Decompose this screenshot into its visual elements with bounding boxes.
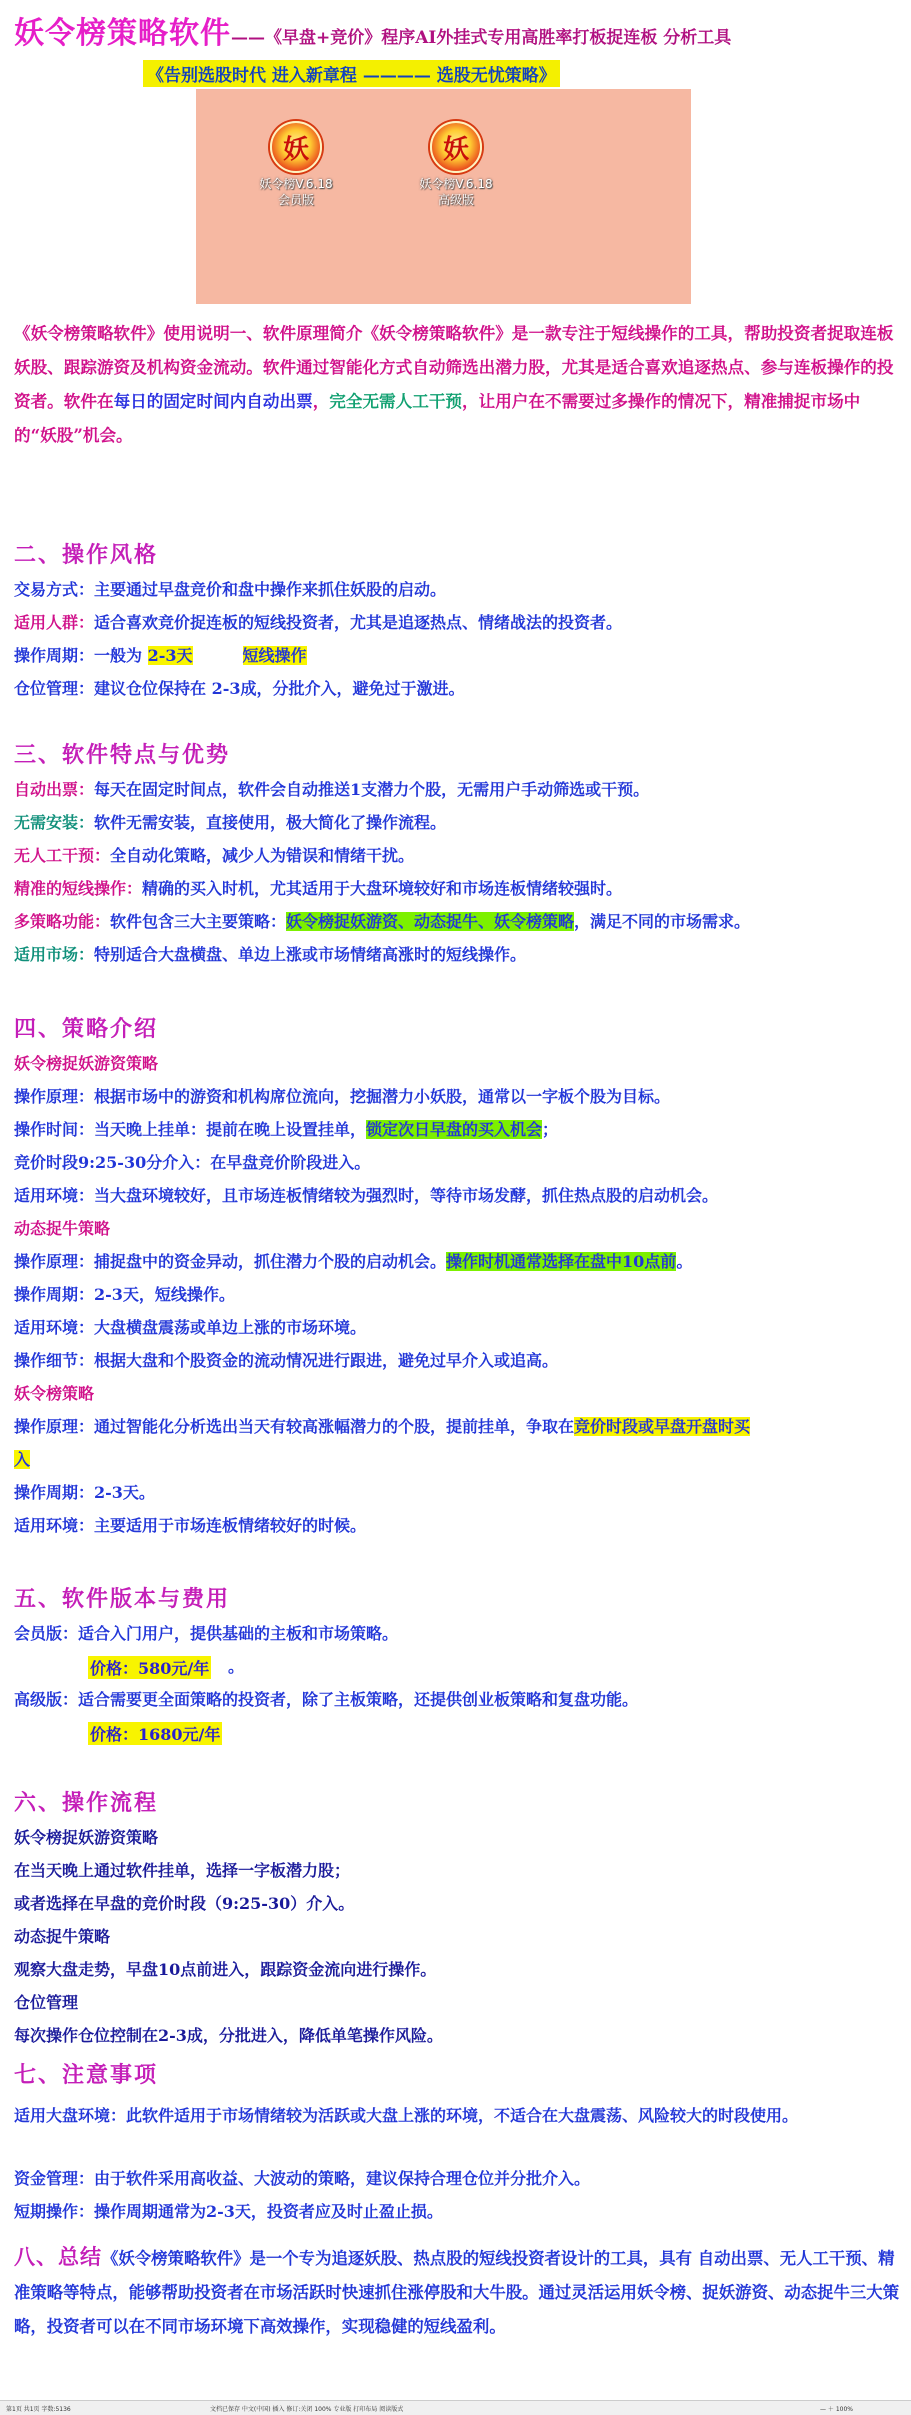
row-text: 捕捉盘中的资金异动，抓住潜力个股的启动机会。 <box>94 1252 447 1271</box>
s3-row <box>14 845 900 867</box>
s4-row <box>14 1317 900 1339</box>
strategy-name: 妖令榜捉妖游资策略 <box>14 1054 159 1073</box>
highlight-period: 2-3天 <box>147 646 193 665</box>
section-heading-3: 三、软件特点与优势 <box>14 742 231 768</box>
shortcut-label-line1: 妖令榜V.6.18 <box>419 177 493 191</box>
section-heading-2: 二、操作风格 <box>14 542 159 568</box>
flow-line: 妖令榜捉妖游资策略 <box>14 1828 159 1847</box>
row-label: 精准的短线操作： <box>14 879 143 898</box>
row-text: 当大盘环境较好，且市场连板情绪较为强烈时，等待市场发酵，抓住热点股的启动机会。 <box>94 1186 719 1205</box>
section-heading-5: 五、软件版本与费用 <box>14 1586 231 1612</box>
row-text: 适合入门用户，提供基础的主板和市场策略。 <box>78 1624 399 1643</box>
intro-highlight-auto: 每日的固定时间内自动出票 <box>113 391 313 411</box>
highlight-auction: 竞价时段或早盘开盘时买 <box>574 1417 751 1436</box>
highlight-shortline: 短线操作 <box>242 646 307 665</box>
s4-row <box>14 1416 900 1438</box>
intro-paragraph <box>14 316 900 452</box>
strategy-name: 妖令榜策略 <box>14 1384 95 1403</box>
slogan-banner: 《告别选股时代 进入新章程 ———— 选股无忧策略》 <box>143 60 560 87</box>
row-text: 精确的买入时机，尤其适用于大盘环境较好和市场连板情绪较强时。 <box>142 879 623 898</box>
row-text: 一般为 <box>94 646 143 665</box>
row-label: 高级版： <box>14 1690 79 1709</box>
price-text: 价格：580元/年 <box>90 1659 210 1678</box>
row-text: 软件无需安装，直接使用，极大简化了操作流程。 <box>94 813 447 832</box>
row-label: 操作细节： <box>14 1351 95 1370</box>
row-label: 操作原理： <box>14 1417 95 1436</box>
shortcut-label-line2: 会员版 <box>277 193 314 207</box>
s3-row <box>14 944 900 966</box>
section-heading-8: 八、总结 <box>14 2244 102 2269</box>
row-text-tail: ，满足不同的市场需求。 <box>574 912 751 931</box>
row-text: 2-3天。 <box>94 1483 155 1502</box>
row-text: 适合喜欢竞价捉连板的短线投资者，尤其是追逐热点、情绪战法的投资者。 <box>94 613 623 632</box>
flow-line: 每次操作仓位控制在2-3成，分批进入，降低单笔操作风险。 <box>14 2026 443 2045</box>
version-member <box>14 1623 900 1645</box>
zoom-control[interactable]: — ＋ 100% <box>820 2406 853 2413</box>
s4-row <box>14 1152 900 1174</box>
flow-line: 仓位管理 <box>14 1993 79 2012</box>
row-label: 适用人群： <box>14 613 95 632</box>
row-text-tail: ； <box>542 1120 559 1139</box>
row-label: 无需安装： <box>14 813 95 832</box>
title-subtitle: ——《早盘+竞价》程序AI外挂式专用高胜率打板捉连板 分析工具 <box>231 28 732 48</box>
app-shortcut-member[interactable] <box>241 121 351 208</box>
row-label: 操作原理： <box>14 1252 95 1271</box>
status-bar <box>0 2400 911 2415</box>
row-text: 主要适用于市场连板情绪较好的时候。 <box>94 1516 367 1535</box>
intro-text-end: ，让用户在不需要过多操作的情况下，精准捕捉市场中的“妖股”机会。 <box>14 391 861 445</box>
row-text: 竞价时段9:25-30分介入：在早盘竞价阶段进入。 <box>14 1153 371 1172</box>
s3-row <box>14 812 900 834</box>
s4-row <box>14 1185 900 1207</box>
row-text: 大盘横盘震荡或单边上涨的市场环境。 <box>94 1318 367 1337</box>
note-row <box>14 2201 900 2223</box>
row-label: 操作周期： <box>14 1285 95 1304</box>
note-row <box>14 2099 900 2132</box>
intro-comma: ， <box>312 391 330 411</box>
row-label: 资金管理： <box>14 2169 95 2188</box>
s4-row <box>14 1119 900 1141</box>
row-text: 全自动化策略，减少人为错误和情绪干扰。 <box>110 846 415 865</box>
row-text-tail: 。 <box>676 1252 693 1271</box>
section-heading-4: 四、策略介绍 <box>14 1016 159 1042</box>
document-title <box>14 8 731 52</box>
row-text: 通过智能化分析选出当天有较高涨幅潜力的个股，提前挂单，争取在 <box>94 1417 575 1436</box>
s3-row <box>14 878 900 900</box>
yao-logo-icon: 妖 <box>270 121 322 173</box>
row-label: 适用环境： <box>14 1318 95 1337</box>
status-doc-info: 文档已保存 中文(中国) 插入 修订:关闭 100% 专业版 打印布局 阅读版式 <box>210 2406 404 2413</box>
note-row <box>14 2168 900 2190</box>
s3-row <box>14 911 900 933</box>
row-text: 主要通过早盘竞价和盘中操作来抓住妖股的启动。 <box>94 580 447 599</box>
shortcut-label-line1: 妖令榜V.6.18 <box>259 177 333 191</box>
row-label: 会员版： <box>14 1624 79 1643</box>
yao-logo-icon: 妖 <box>430 121 482 173</box>
row-text: 操作周期通常为2-3天，投资者应及时止盈止损。 <box>94 2202 443 2221</box>
row-text: 软件包含三大主要策略： <box>110 912 287 931</box>
intro-text: 《妖令榜策略软件》使用说明一、软件原理简介《妖令榜策略软件》是一款专注于短线操作的工具，帮助投资者捉取连板妖股、跟踪游资及机构资金流动。软件通过智能化方式自动筛选出潜力股，尤其是适合喜欢追逐热点、参与连板操作的投资者。软件在 <box>14 323 894 411</box>
desktop-screenshot <box>196 89 691 304</box>
app-shortcut-senior[interactable] <box>401 121 511 208</box>
section-heading-7: 七、注意事项 <box>14 2062 159 2088</box>
flow-line: 观察大盘走势，早盘10点前进入，跟踪资金流向进行操作。 <box>14 1960 437 1979</box>
row-label: 自动出票： <box>14 780 95 799</box>
flow-line: 动态捉牛策略 <box>14 1927 111 1946</box>
s2-row <box>14 645 900 667</box>
row-text: 根据大盘和个股资金的流动情况进行跟进，避免过早介入或追高。 <box>94 1351 559 1370</box>
s3-row <box>14 779 900 801</box>
highlight-timing: 操作时机通常选择在盘中10点前 <box>446 1252 677 1271</box>
row-label: 操作时间： <box>14 1120 95 1139</box>
highlight-strategies: 妖令榜捉妖游资、动态捉牛、妖令榜策略 <box>286 912 575 931</box>
row-text: 2-3天，短线操作。 <box>94 1285 235 1304</box>
flow-line: 在当天晚上通过软件挂单，选择一字板潜力股； <box>14 1861 351 1880</box>
row-label: 适用环境： <box>14 1186 95 1205</box>
row-text: 由于软件采用高收益、大波动的策略，建议保持合理仓位并分批介入。 <box>94 2169 591 2188</box>
summary-paragraph <box>14 2240 900 2344</box>
row-label: 交易方式： <box>14 580 95 599</box>
price-member <box>88 1656 211 1679</box>
status-page-info: 第1页 共1页 字数:5136 <box>6 2406 71 2413</box>
highlight-auction-wrap: 入 <box>14 1450 31 1469</box>
row-text: 根据市场中的游资和机构席位流向，挖掘潜力小妖股，通常以一字板个股为目标。 <box>94 1087 671 1106</box>
row-label: 适用市场： <box>14 945 95 964</box>
s2-row <box>14 612 900 634</box>
summary-text: 《妖令榜策略软件》是一个专为追逐妖股、热点股的短线投资者设计的工具，具有 自动出票、无人工干预、精准策略等特点，能够帮助投资者在市场活跃时快速抓住涨停股和大牛股。通过灵活运用妖令榜、捉妖游资、动态捉牛三大策略，投资者可以在不同市场环境下高效操作，实现稳健的短线盈利。 <box>14 2249 900 2336</box>
row-label: 操作周期： <box>14 1483 95 1502</box>
s4-row <box>14 1284 900 1306</box>
row-label: 操作原理： <box>14 1087 95 1106</box>
s4-row <box>14 1350 900 1372</box>
strategy-name: 动态捉牛策略 <box>14 1219 111 1238</box>
s4-row <box>14 1515 900 1537</box>
s4-row <box>14 1086 900 1108</box>
section-heading-6: 六、操作流程 <box>14 1790 159 1816</box>
s4-row-wrap <box>14 1449 900 1471</box>
s2-row <box>14 579 900 601</box>
row-text: 当天晚上挂单：提前在晚上设置挂单， <box>94 1120 367 1139</box>
row-label: 短期操作： <box>14 2202 95 2221</box>
s2-row <box>14 678 900 700</box>
price-senior <box>88 1722 222 1745</box>
row-label: 无人工干预： <box>14 846 111 865</box>
row-text: 此软件适用于市场情绪较为活跃或大盘上涨的环境，不适合在大盘震荡、风险较大的时段使用。 <box>126 2106 799 2125</box>
row-label: 操作周期： <box>14 646 95 665</box>
row-label: 多策略功能： <box>14 912 111 931</box>
price-text: 价格：1680元/年 <box>90 1725 221 1744</box>
shortcut-label-line2: 高级版 <box>437 193 474 207</box>
row-label: 仓位管理： <box>14 679 95 698</box>
s4-row <box>14 1251 900 1273</box>
row-text: 建议仓位保持在 2-3成，分批介入，避免过于激进。 <box>94 679 465 698</box>
flow-line: 或者选择在早盘的竞价时段（9:25-30）介入。 <box>14 1894 355 1913</box>
row-text: 适合需要更全面策略的投资者，除了主板策略，还提供创业板策略和复盘功能。 <box>78 1690 639 1709</box>
highlight-lock: 锁定次日早盘的买入机会 <box>366 1120 543 1139</box>
intro-highlight-noop: 完全无需人工干预 <box>329 391 463 411</box>
version-senior <box>14 1689 900 1711</box>
row-text: 每天在固定时间点，软件会自动推送1支潜力个股，无需用户手动筛选或干预。 <box>94 780 650 799</box>
row-label: 适用大盘环境： <box>14 2106 127 2125</box>
row-text: 特别适合大盘横盘、单边上涨或市场情绪高涨时的短线操作。 <box>94 945 527 964</box>
price-dot: 。 <box>228 1657 245 1676</box>
s4-row <box>14 1482 900 1504</box>
row-label: 适用环境： <box>14 1516 95 1535</box>
title-main: 妖令榜策略软件 <box>14 16 231 51</box>
